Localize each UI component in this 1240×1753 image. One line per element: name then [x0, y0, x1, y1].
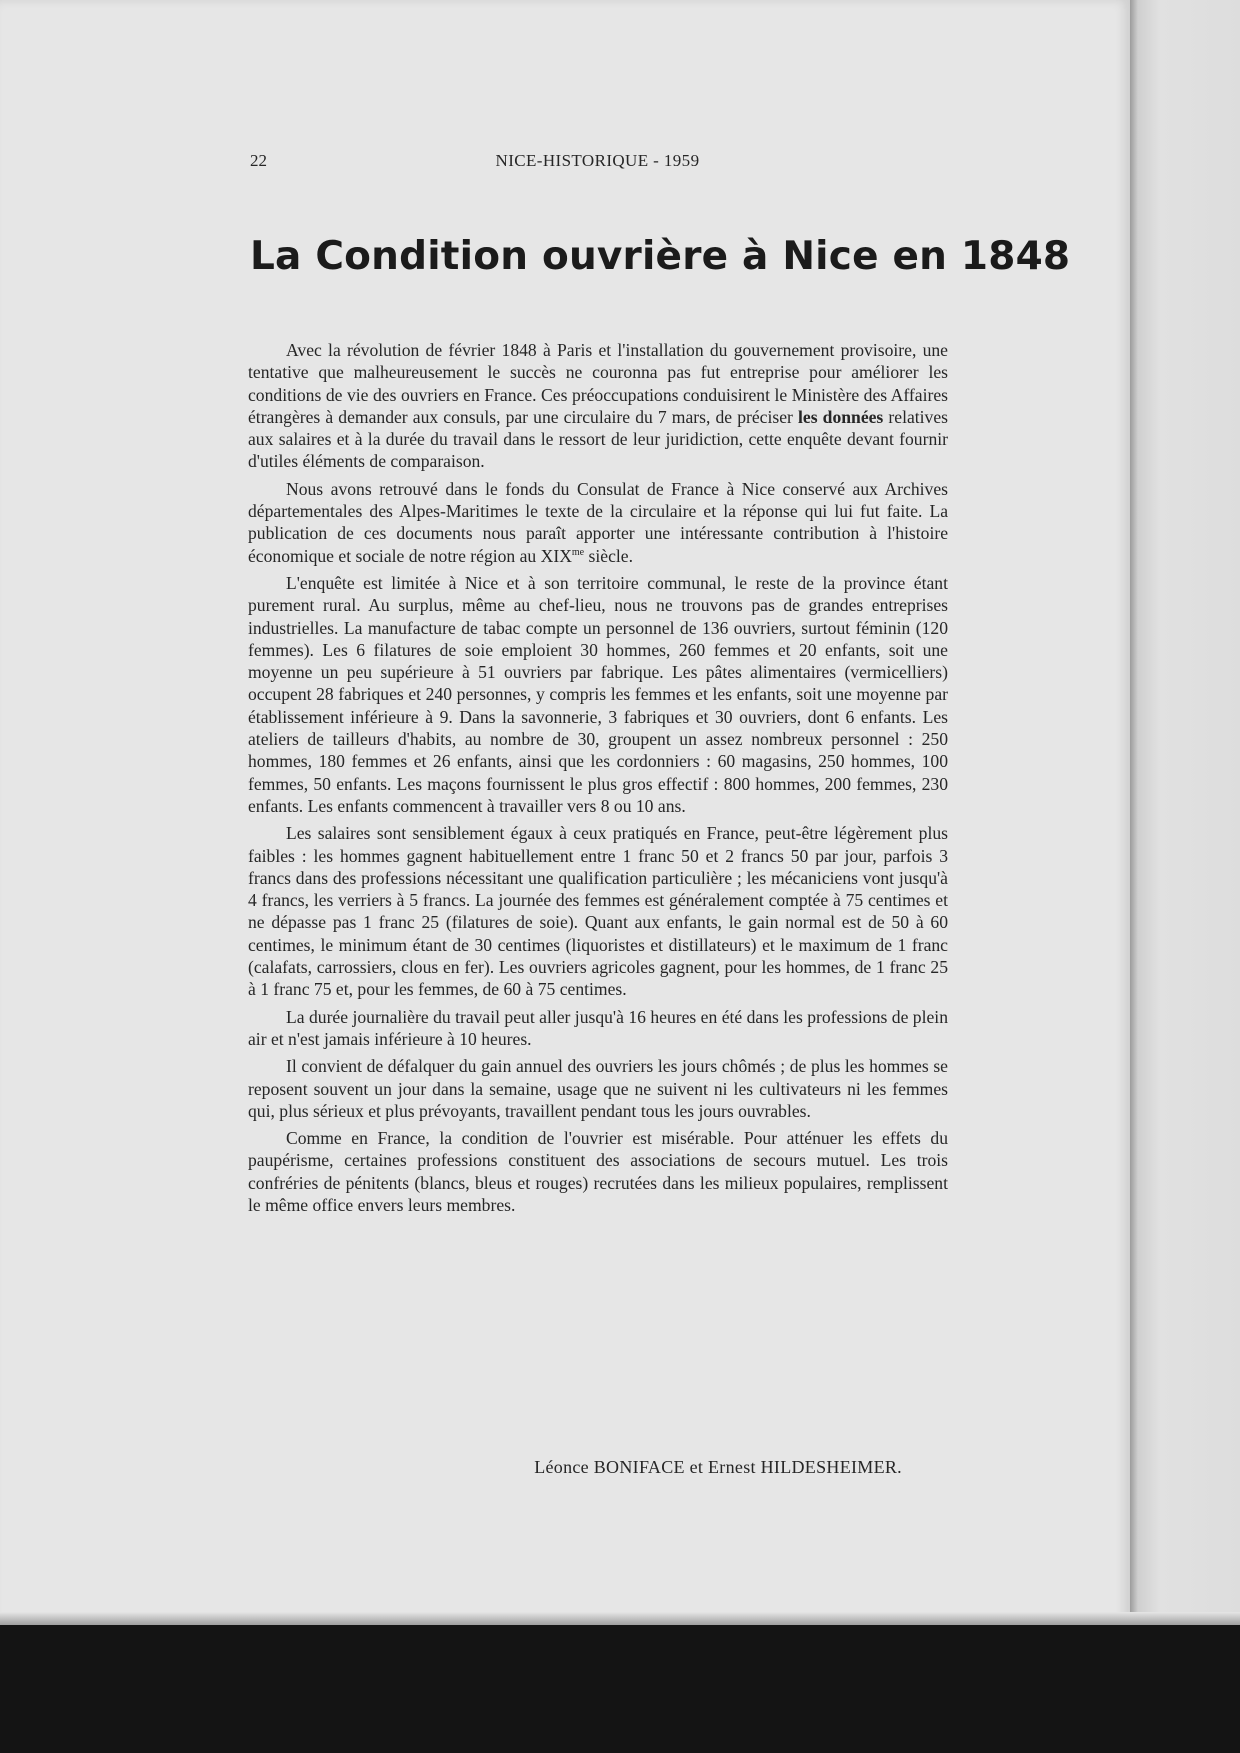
page-bottom-edge	[0, 1612, 1240, 1626]
scanner-background	[0, 1625, 1240, 1753]
paragraph-2-text-b: siècle.	[584, 545, 633, 566]
paragraph-6: Il convient de défalquer du gain annuel des ouvriers les jours chômés ; de plus les hommes se reposent souvent un jour dans la semaine, usage que ne suivent ni les cultivateurs ni les femmes qui, plus sérieux et plus prévoyants, travaillent pendant tous les jours ouvrables.	[248, 1056, 948, 1121]
paragraph-4: Les salaires sont sensiblement égaux à ceux pratiqués en France, peut-être légèrement plus faibles : les hommes gagnent habituellement entre 1 franc 50 et 2 francs 50 par jour, parfois 3 francs dans des professions nécessitant une qualification particulière ; les mécaniciens vont jusqu'à 4 francs, les verriers à 5 francs. La journée des femmes est généralement comptée à 75 centimes et ne dépasse pas 1 franc 25 (filatures de soie). Quant aux enfants, le gain normal est de 50 à 60 centimes, le minimum étant de 30 centimes (liquoristes et distillateurs) et le maximum de 1 franc (calafats, carrossiers, clous en fer). Les ouvriers agricoles gagnent, pour les hommes, de 1 franc 25 à 1 franc 75 et, pour les femmes, de 60 à 75 centimes.	[248, 823, 948, 1000]
paragraph-2	[248, 478, 948, 567]
journal-title: NICE-HISTORIQUE - 1959	[495, 151, 700, 170]
page-number: 22	[250, 151, 267, 170]
page-right-edge	[1130, 0, 1240, 1625]
paragraph-7: Comme en France, la condition de l'ouvrier est misérable. Pour atténuer les effets du paupérisme, certaines professions constituent des associations de secours mutuel. Les trois confréries de pénitents (blancs, bleus et rouges) recrutées dans les milieux populaires, remplissent le même office envers leurs membres.	[248, 1128, 948, 1215]
author-signature: Léonce BONIFACE et Ernest HILDESHEIMER.	[534, 1457, 902, 1477]
paragraph-2-superscript: me	[571, 546, 585, 558]
paragraph-3: L'enquête est limitée à Nice et à son territoire communal, le reste de la province étant purement rural. Au surplus, même au chef-lieu, nous ne trouvons pas de grandes entreprises industrielles. La manufacture de tabac compte un personnel de 136 ouvriers, surtout féminin (120 femmes). Les 6 filatures de soie emploient 30 hommes, 260 femmes et 20 enfants, soit une moyenne un peu supérieure à 51 ouvriers par fabrique. Les pâtes alimentaires (vermicelliers) occupent 28 fabriques et 240 personnes, y compris les femmes et les enfants, soit une moyenne par établissement inférieure à 9. Dans la savonnerie, 3 fabriques et 30 ouvriers, dont 6 enfants. Les ateliers de tailleurs d'habits, au nombre de 30, groupent un assez nombreux personnel : 250 hommes, 180 femmes et 26 enfants, ainsi que les cordonniers : 60 magasins, 250 hommes, 100 femmes, 50 enfants. Les maçons fournissent le plus gros effectif : 800 hommes, 200 femmes, 230 enfants. Les enfants commencent à travailler vers 8 ou 10 ans.	[248, 572, 948, 816]
paragraph-1-text-a: Avec la révolution de février 1848 à Paris et l'installation du gouvernement provisoire, une tentative que malheureusement le succès ne couronna pas fut entreprise pour améliorer les conditions de vie des ouvriers en France. Ces préoccupations conduisirent le Ministère des Affaires étrangères à demander aux consuls, par une circulaire du 7 mars, de préciser	[248, 340, 948, 427]
paragraph-1-bold: les données	[798, 406, 884, 427]
article-title: La Condition ouvrière à Nice en 1848	[250, 234, 1071, 279]
paragraph-5: La durée journalière du travail peut aller jusqu'à 16 heures en été dans les professions de plein air et n'est jamais inférieure à 10 heures.	[248, 1006, 948, 1049]
paragraph-1-text-b: relatives aux salaires et à la durée du travail dans le ressort de leur juridiction, cette enquête devant fournir d'utiles éléments de comparaison.	[248, 406, 948, 472]
paragraph-2-text-a: Nous avons retrouvé dans le fonds du Consulat de France à Nice conservé aux Archives départementales des Alpes-Maritimes le texte de la circulaire et la réponse qui lui fut faite. La publication de ces documents nous paraît apporter une intéressante contribution à l'histoire économique et sociale de notre région au XIX	[248, 478, 948, 566]
article-body	[248, 339, 948, 1221]
running-head	[250, 151, 945, 175]
paragraph-1	[248, 339, 948, 473]
